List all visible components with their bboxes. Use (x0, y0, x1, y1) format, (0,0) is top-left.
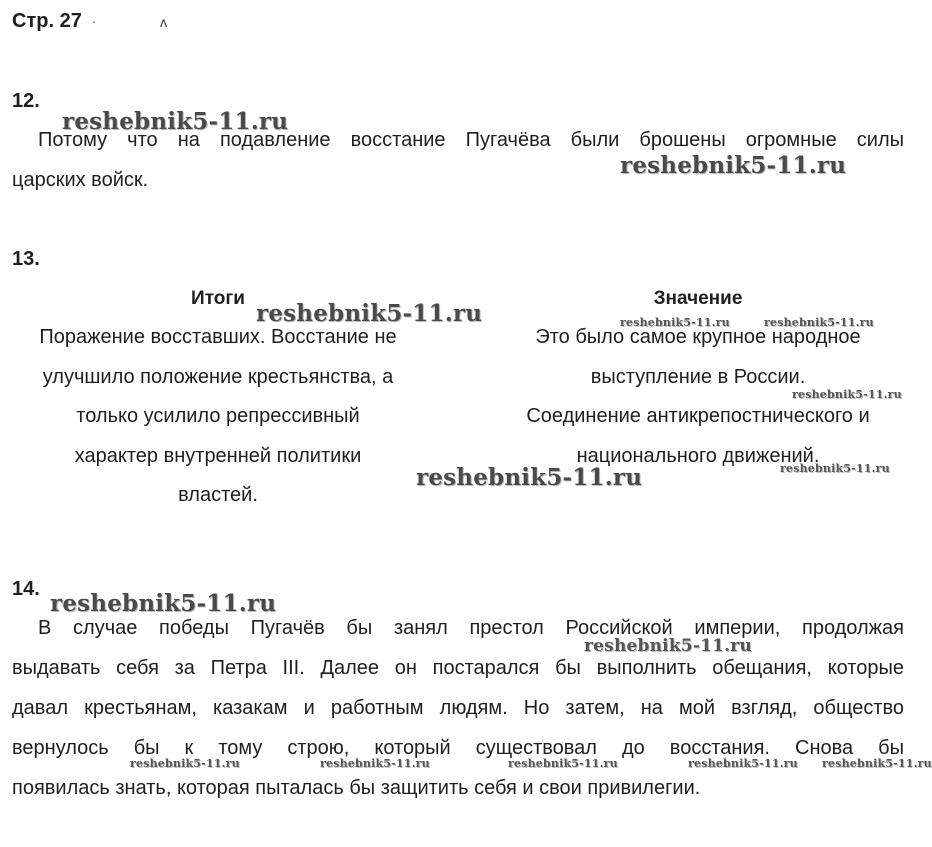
significance-line: выступление в России. (590, 365, 806, 388)
watermark: reshebnik5-11.ru (620, 152, 847, 179)
task-14-line: выдавать себя за Петра III. Далее он постарался бы выполнить обещания, которые (12, 657, 904, 679)
watermark: reshebnik5-11.ru (508, 757, 618, 770)
page-dot: . (92, 10, 96, 26)
task-14-line: вернулось бы к тому строю, который существовал до восстания. Снова бы (12, 737, 904, 759)
task-14-line: давал крестьянам, казакам и работным людям. Но затем, на мой взгляд, общество (12, 697, 904, 719)
results-line: характер внутренней политики (74, 444, 362, 467)
page-number: Стр. 27 (12, 10, 82, 32)
significance-line: Соединение антикрепостнического и (526, 405, 870, 427)
watermark: reshebnik5-11.ru (822, 757, 932, 770)
results-column (2, 318, 434, 516)
watermark: reshebnik5-11.ru (416, 464, 643, 491)
watermark: reshebnik5-11.ru (130, 757, 240, 770)
watermark: reshebnik5-11.ru (780, 462, 890, 475)
watermark: reshebnik5-11.ru (688, 757, 798, 770)
watermark: reshebnik5-11.ru (256, 300, 483, 327)
task-12-line: царских войск. (12, 169, 149, 191)
results-line: властей. (178, 484, 258, 506)
significance-column-header: Значение (653, 288, 743, 309)
watermark: reshebnik5-11.ru (792, 388, 902, 401)
task-12-line: Потому что на подавление восстание Пугачёва были брошены огромные силы (38, 129, 904, 151)
task-12-number: 12. (12, 90, 40, 112)
task-14-line: появилась знать, которая пыталась бы защитить себя и свои привилегии. (12, 777, 701, 799)
results-line: улучшило положение крестьянства, а (42, 365, 394, 388)
task-14-line: В случае победы Пугачёв бы занял престол Российской империи, продолжая (38, 617, 904, 639)
watermark: reshebnik5-11.ru (50, 590, 277, 617)
watermark: reshebnik5-11.ru (620, 316, 730, 329)
results-line: Поражение восставших. Восстание не (39, 326, 397, 348)
results-line: только усилило репрессивный (76, 405, 360, 427)
significance-line: Это было самое крупное народное (535, 326, 861, 348)
watermark: reshebnik5-11.ru (584, 636, 752, 656)
watermark: reshebnik5-11.ru (62, 108, 289, 135)
task-14-number: 14. (12, 578, 40, 600)
results-column-header: Итоги (191, 288, 245, 309)
watermark: reshebnik5-11.ru (764, 316, 874, 329)
significance-line: национального движений. (576, 444, 820, 467)
watermark: reshebnik5-11.ru (320, 757, 430, 770)
task-14-answer (12, 608, 904, 808)
task-13-number: 13. (12, 248, 40, 270)
caret-mark: ʌ (160, 14, 167, 30)
